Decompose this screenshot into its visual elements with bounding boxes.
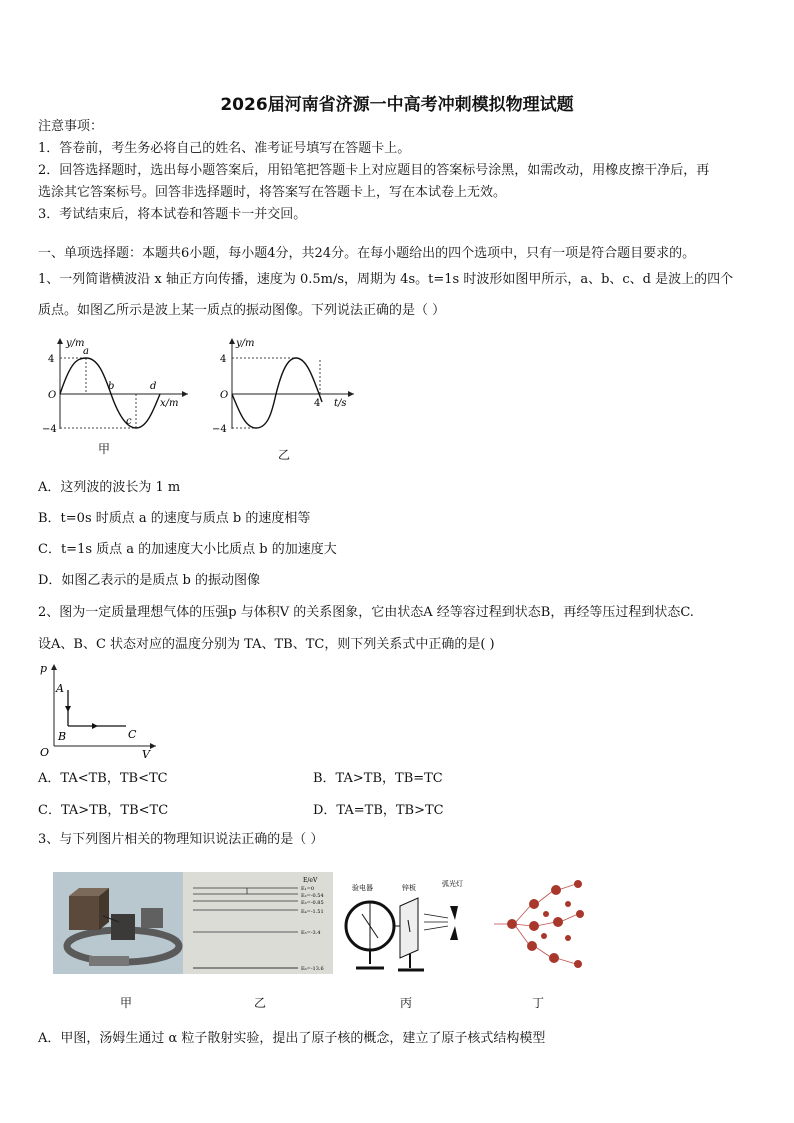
q1-wave-figure: [40, 334, 190, 434]
q2-option-d: D．TA=TB，TB>TC: [313, 803, 444, 818]
q1-jia-origin: O: [48, 390, 57, 401]
q3-stem: 3、与下列图片相关的物理知识说法正确的是（ ）: [38, 832, 324, 847]
q2-axis-p: p: [40, 662, 48, 675]
notice-item-2: 2．回答选择题时，选出每小题答案后，用铅笔把答题卡上对应题目的答案标号涂黑，如需改动，用橡皮擦干净后，再: [38, 163, 710, 178]
q3-caption-yi: 乙: [253, 996, 266, 1010]
q1-jia-ylabel: y/m: [66, 338, 85, 349]
q3-level-3: E₃=-0.85: [301, 900, 324, 906]
q1-jia-xlabel: x/m: [160, 398, 179, 409]
q1-vibration-figure: [208, 334, 358, 434]
q1-option-c: C．t=1s 质点 a 的加速度大小比质点 b 的加速度大: [38, 542, 337, 557]
q1-yi-ybottom: −4: [212, 424, 227, 434]
q3-caption-bing: 丙: [399, 996, 412, 1010]
q1-yi-xtick: 4: [314, 398, 321, 409]
q3-level-4: E₄=-1.51: [301, 909, 324, 915]
q1-yi-origin: O: [220, 390, 229, 401]
q1-jia-ybottom: −4: [42, 424, 57, 434]
q2-option-a: A．TA<TB，TB<TC: [38, 771, 168, 786]
section-heading: 一、单项选择题：本题共6小题，每小题4分，共24分。在每小题给出的四个选项中，只有一项是符合题目要求的。: [38, 246, 696, 261]
q1-jia-caption: 甲: [97, 442, 110, 456]
page-title: 2026届河南省济源一中高考冲刺模拟物理试题: [220, 95, 574, 115]
q1-yi-caption: 乙: [277, 448, 290, 462]
q3-level-6: E₆=-13.6: [301, 966, 324, 972]
q3-level-1: E₁=0: [301, 886, 315, 892]
q3-figure-jia: [53, 872, 183, 974]
notice-item-1: 1．答卷前，考生务必将自己的姓名、准考证号填写在答题卡上。: [38, 141, 411, 156]
q2-stem-line1: 2、图为一定质量理想气体的压强p 与体积V 的关系图象，它由状态A 经等容过程到状态B，再经等压过程到状态C.: [38, 605, 694, 620]
q3-caption-ding: 丁: [531, 996, 544, 1010]
q3-figure-yi: [183, 872, 333, 974]
q2-state-a: A: [56, 682, 64, 695]
q3-zinc-label: 锌板: [402, 884, 416, 892]
q2-stem-line2: 设A、B、C 状态对应的温度分别为 TA、TB、TC，则下列关系式中正确的是( ): [38, 637, 495, 652]
q1-jia-ytop: 4: [48, 354, 55, 365]
q3-level-5: E₅=-3.4: [301, 930, 321, 936]
q1-jia-point-c: c: [126, 416, 132, 427]
q2-axis-v: V: [142, 748, 150, 760]
q2-state-b: B: [58, 730, 67, 743]
q2-pv-figure: [36, 660, 161, 760]
q1-option-a: A．这列波的波长为 1 m: [38, 480, 181, 495]
q1-yi-xlabel: t/s: [334, 398, 347, 409]
notice-item-3: 3．考试结束后，将本试卷和答题卡一并交回。: [38, 207, 307, 222]
q1-yi-ylabel: y/m: [236, 338, 255, 349]
q2-origin: O: [40, 746, 50, 759]
q3-option-a: A．甲图，汤姆生通过 α 粒子散射实验，提出了原子核的概念，建立了原子核式结构模型: [38, 1031, 546, 1046]
q1-jia-point-b: b: [108, 381, 115, 392]
q3-caption-jia: 甲: [119, 996, 132, 1010]
notice-item-2-cont: 选涂其它答案标号。回答非选择题时，将答案写在答题卡上，写在本试卷上无效。: [38, 185, 507, 200]
q3-level-2: E₂=-0.54: [301, 893, 324, 899]
q2-option-b: B．TA>TB，TB=TC: [313, 771, 443, 786]
q1-option-d: D．如图乙表示的是质点 b 的振动图像: [38, 573, 261, 588]
q3-level-unit: E/eV: [303, 877, 318, 884]
q1-stem-line2: 质点。如图乙所示是波上某一质点的振动图像。下列说法正确的是（ ）: [38, 303, 446, 318]
q1-stem-line1: 1、一列简谐横波沿 x 轴正方向传播，速度为 0.5m/s，周期为 4s。t=1s 时波形如图甲所示，a、b、c、d 是波上的四个: [38, 272, 734, 287]
q3-electroscope-label: 验电器: [352, 884, 373, 892]
q1-option-b: B．t=0s 时质点 a 的速度与质点 b 的速度相等: [38, 511, 311, 526]
q3-lamp-label: 弧光灯: [442, 880, 463, 888]
q3-figure-ding: [484, 874, 594, 974]
q1-jia-point-d: d: [150, 381, 157, 392]
q1-yi-ytop: 4: [220, 354, 227, 365]
q2-option-c: C．TA>TB，TB<TC: [38, 803, 169, 818]
q3-figure-bing: [338, 876, 478, 976]
notice-heading: 注意事项：: [38, 119, 104, 134]
q1-jia-point-a: a: [83, 346, 89, 357]
q2-state-c: C: [128, 728, 137, 741]
